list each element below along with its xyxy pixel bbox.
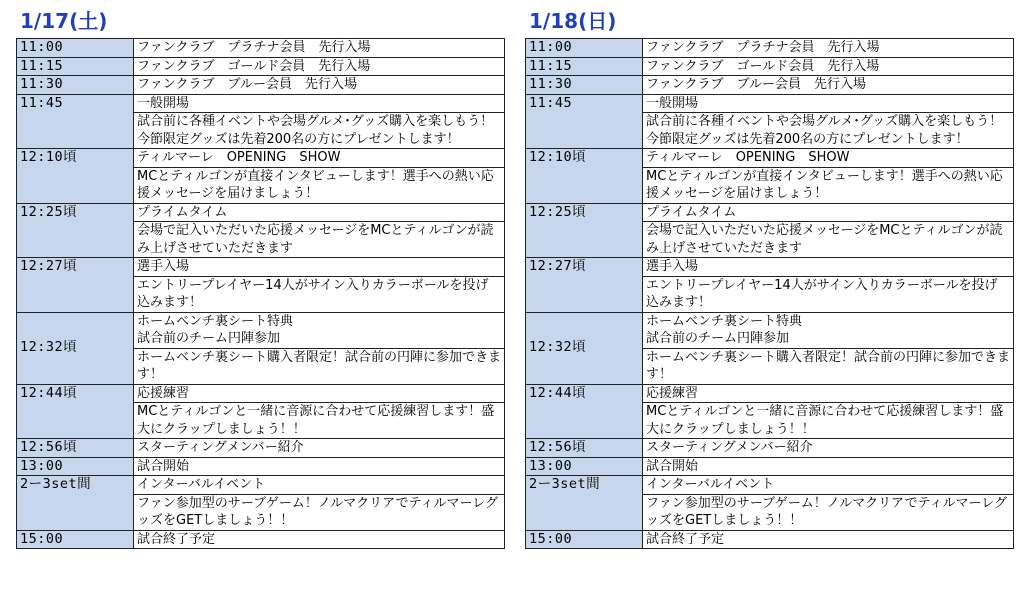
schedule-time: 11:00 [17,39,134,58]
schedule-event-detail: ファン参加型のサーブゲーム！ノルマクリアでティルマーレグッズをGETしましょう！！ [134,494,505,530]
schedule-time: 15:00 [17,530,134,549]
schedule-day-2 [525,8,1014,549]
schedule-event: 一般開場 [134,94,505,113]
schedule-row [17,76,505,95]
schedule-event: 選手入場 [643,258,1014,277]
schedule-time: 11:00 [526,39,643,58]
schedule-time: 2ー3set間 [526,476,643,531]
schedule-event-detail: ファン参加型のサーブゲーム！ノルマクリアでティルマーレグッズをGETしましょう！！ [643,494,1014,530]
schedule-time: 12:27頃 [17,258,134,313]
schedule-row [526,312,1014,348]
schedule-time: 12:10頃 [17,149,134,204]
day-date: 1/18 [529,9,579,33]
schedule-row [17,457,505,476]
schedule-event: スターティングメンバー紹介 [643,439,1014,458]
schedule-time: 13:00 [17,457,134,476]
schedule-event: ファンクラブ ブルー会員 先行入場 [643,76,1014,95]
day-weekday: (土) [69,9,108,33]
schedule-row [17,94,505,113]
schedule-event-detail: 会場で記入いただいた応援メッセージをMCとティルゴンが読み上げさせていただきます [134,222,505,258]
schedule-row [526,457,1014,476]
schedule-time: 12:25頃 [526,203,643,258]
schedule-row [526,149,1014,168]
schedule-time: 12:44頃 [526,384,643,439]
schedule-event: ファンクラブ ゴールド会員 先行入場 [643,57,1014,76]
schedule-event: ティルマーレ OPENING SHOW [134,149,505,168]
schedule-event-detail: エントリープレイヤー14人がサイン入りカラーボールを投げ込みます！ [134,276,505,312]
schedule-event: ファンクラブ ブルー会員 先行入場 [134,76,505,95]
schedule-row [526,203,1014,222]
schedule-event-detail: MCとティルゴンと一緒に音源に合わせて応援練習します！盛大にクラップしましょう！！ [643,403,1014,439]
schedule-row [17,476,505,495]
schedule-time: 12:10頃 [526,149,643,204]
schedule-event-detail: MCとティルゴンと一緒に音源に合わせて応援練習します！盛大にクラップしましょう！！ [134,403,505,439]
schedule-event: インターバルイベント [134,476,505,495]
day-title [525,8,1014,38]
schedule-row [526,258,1014,277]
schedule-event-detail: MCとティルゴンが直接インタビューします！選手への熱い応援メッセージを届けましょう！ [643,167,1014,203]
schedule-event-detail: 会場で記入いただいた応援メッセージをMCとティルゴンが読み上げさせていただきます [643,222,1014,258]
schedule-event: 選手入場 [134,258,505,277]
schedule-event-detail: ホームベンチ裏シート購入者限定！試合前の円陣に参加できます！ [643,348,1014,384]
schedule-time: 11:45 [526,94,643,149]
schedule-row [17,258,505,277]
schedule-event: プライムタイム [134,203,505,222]
schedule-time: 12:25頃 [17,203,134,258]
schedule-event: プライムタイム [643,203,1014,222]
schedule-row [526,76,1014,95]
schedule-row [526,530,1014,549]
schedule-event-detail: ホームベンチ裏シート購入者限定！試合前の円陣に参加できます！ [134,348,505,384]
schedule-event: ファンクラブ プラチナ会員 先行入場 [134,39,505,58]
schedule-time: 12:32頃 [526,312,643,384]
schedule-time: 12:32頃 [17,312,134,384]
day-title [16,8,505,38]
schedule-row [17,312,505,348]
schedule-row [526,39,1014,58]
schedule-event: 応援練習 [134,384,505,403]
schedule-time: 12:27頃 [526,258,643,313]
schedule-event: 一般開場 [643,94,1014,113]
schedule-event: インターバルイベント [643,476,1014,495]
schedule-event: ファンクラブ プラチナ会員 先行入場 [643,39,1014,58]
schedule-row [526,94,1014,113]
schedule-event: ファンクラブ ゴールド会員 先行入場 [134,57,505,76]
schedule-event: ティルマーレ OPENING SHOW [643,149,1014,168]
schedule-row [17,203,505,222]
schedule-day-1 [16,8,505,549]
schedule-event-detail: MCとティルゴンが直接インタビューします！選手への熱い応援メッセージを届けましょう！ [134,167,505,203]
schedule-time: 11:45 [17,94,134,149]
schedule-row [17,530,505,549]
schedule-time: 11:30 [17,76,134,95]
schedule-event: 試合開始 [643,457,1014,476]
schedule-time: 12:56頃 [17,439,134,458]
schedule-row [526,57,1014,76]
schedule-time: 13:00 [526,457,643,476]
schedule-time: 15:00 [526,530,643,549]
schedule-row [17,57,505,76]
schedule-row [17,384,505,403]
schedule-event: ホームベンチ裏シート特典 試合前のチーム円陣参加 [134,312,505,348]
schedule-event-detail: 試合前に各種イベントや会場グルメ･グッズ購入を楽しもう！今節限定グッズは先着200名の方にプレゼントします！ [134,113,505,149]
schedule-time: 11:30 [526,76,643,95]
schedule-row [17,149,505,168]
schedule-table [525,38,1014,549]
schedule-event-detail: 試合前に各種イベントや会場グルメ･グッズ購入を楽しもう！今節限定グッズは先着200名の方にプレゼントします！ [643,113,1014,149]
schedule-row [17,439,505,458]
schedule-row [526,439,1014,458]
schedule-event: 試合開始 [134,457,505,476]
day-date: 1/17 [20,9,70,33]
schedule-row [526,476,1014,495]
day-weekday: (日) [578,9,617,33]
schedule-time: 11:15 [17,57,134,76]
schedule-table [16,38,505,549]
schedule-time: 12:56頃 [526,439,643,458]
schedule-event: ホームベンチ裏シート特典 試合前のチーム円陣参加 [643,312,1014,348]
schedule-row [526,384,1014,403]
schedule-event: スターティングメンバー紹介 [134,439,505,458]
schedule-event: 応援練習 [643,384,1014,403]
schedule-event: 試合終了予定 [134,530,505,549]
schedule-time: 11:15 [526,57,643,76]
schedule-time: 12:44頃 [17,384,134,439]
schedule-event-detail: エントリープレイヤー14人がサイン入りカラーボールを投げ込みます！ [643,276,1014,312]
schedule-time: 2ー3set間 [17,476,134,531]
schedule-event: 試合終了予定 [643,530,1014,549]
schedule-row [17,39,505,58]
